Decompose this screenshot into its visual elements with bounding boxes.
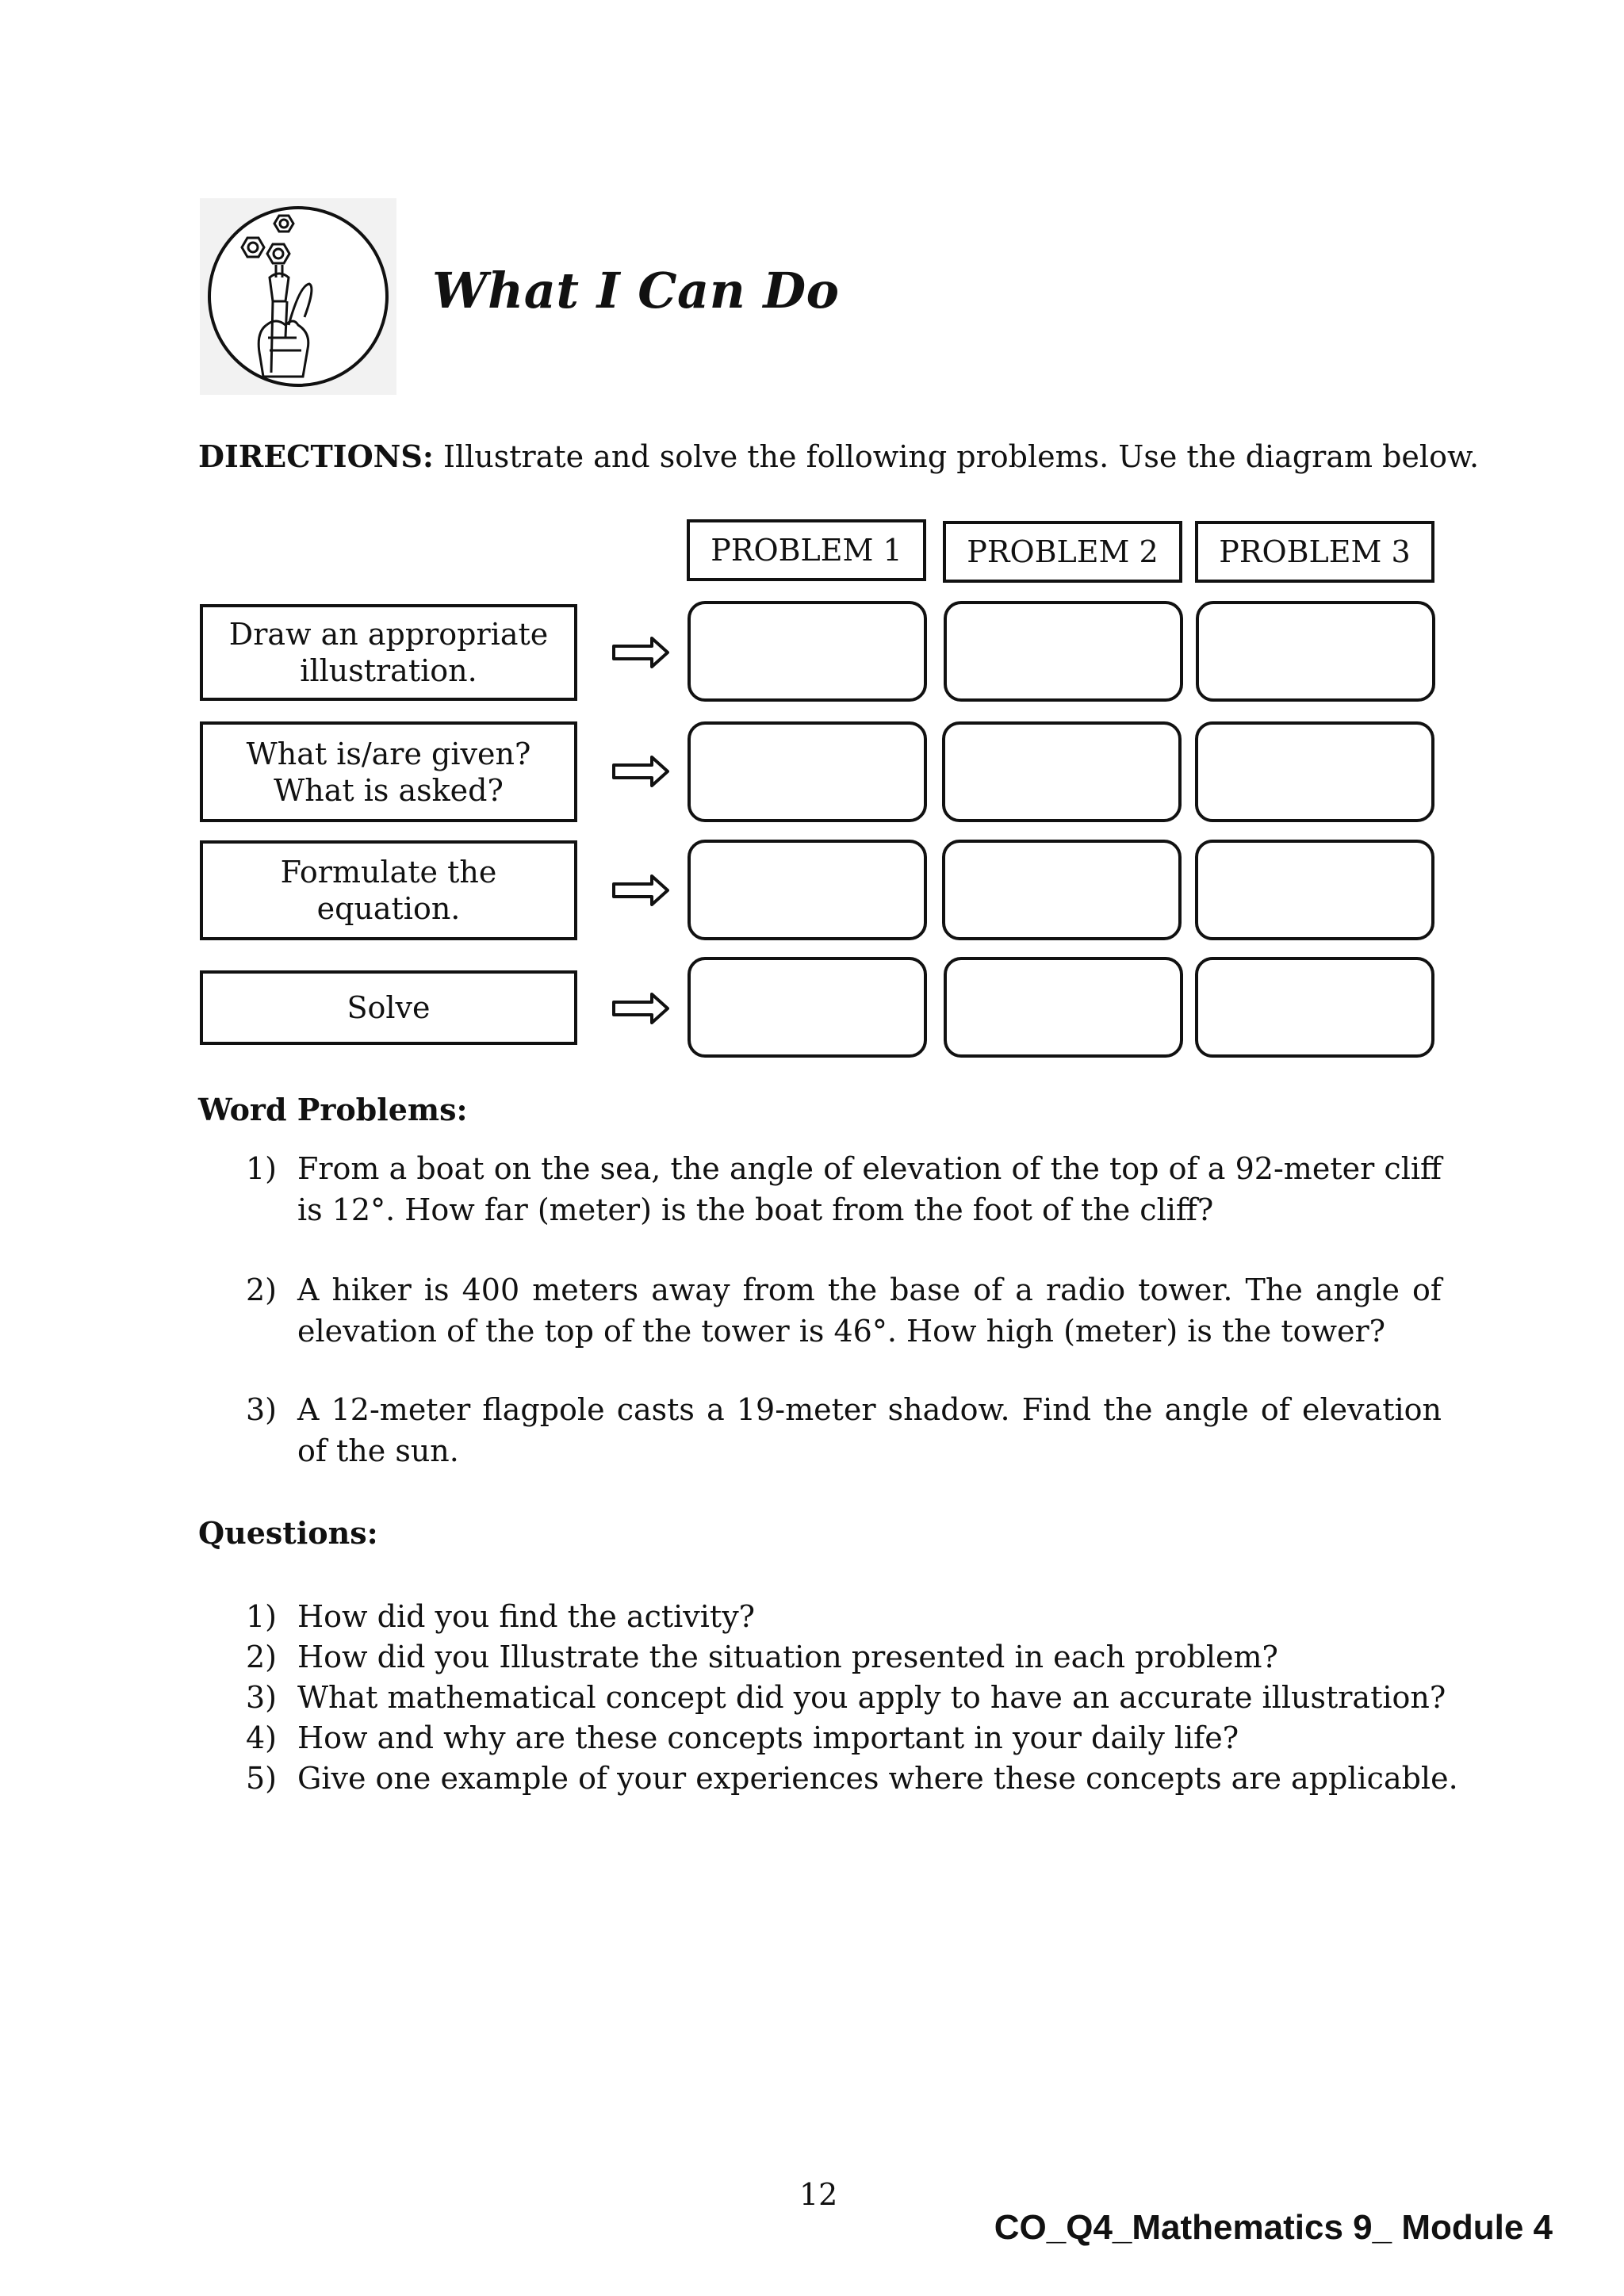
question-text: How did you find the activity? [297, 1599, 756, 1634]
question-number: 3) [246, 1680, 278, 1715]
word-problem-text: From a boat on the sea, the angle of elevation of the top of a 92-meter cliff is 12°. How far (meter) is the boat from the foot of the cliff? [297, 1151, 1442, 1227]
answer-cell[interactable] [942, 840, 1182, 940]
word-problems-heading: Word Problems: [198, 1092, 468, 1127]
directions-text: Illustrate and solve the following problems. Use the diagram below. [433, 439, 1480, 474]
answer-cell[interactable] [688, 957, 927, 1058]
question-text: Give one example of your experiences where these concepts are applicable. [297, 1761, 1458, 1796]
question-text: How did you Illustrate the situation presented in each problem? [297, 1640, 1278, 1674]
section-title: What I Can Do [432, 262, 840, 320]
answer-cell[interactable] [1196, 601, 1435, 702]
questions-heading: Questions: [198, 1515, 378, 1551]
answer-cell[interactable] [944, 601, 1183, 702]
question-number: 4) [246, 1720, 278, 1755]
word-problem [246, 1148, 1442, 1230]
word-problem-number: 2) [246, 1272, 278, 1307]
right-arrow-icon [612, 874, 669, 906]
step-solve: Solve [200, 970, 577, 1045]
answer-cell[interactable] [688, 601, 927, 702]
word-problem-text: A 12-meter flagpole casts a 19-meter shadow. Find the angle of elevation of the sun. [297, 1392, 1442, 1468]
answer-cell[interactable] [688, 721, 927, 822]
answer-cell[interactable] [688, 840, 927, 940]
questions-list [246, 1597, 1515, 1799]
right-arrow-icon [612, 993, 669, 1024]
answer-cell[interactable] [1195, 957, 1434, 1058]
question-item [246, 1597, 1515, 1637]
right-arrow-icon [612, 756, 669, 787]
question-item [246, 1678, 1515, 1718]
question-item [246, 1637, 1515, 1678]
directions-label: DIRECTIONS: [198, 438, 434, 474]
answer-cell[interactable] [1195, 840, 1434, 940]
right-arrow-icon [612, 637, 669, 668]
answer-cell[interactable] [1195, 721, 1434, 822]
question-text: How and why are these concepts important in your daily life? [297, 1720, 1239, 1755]
question-text: What mathematical concept did you apply to have an accurate illustration? [297, 1680, 1446, 1715]
question-item [246, 1758, 1515, 1799]
question-number: 5) [246, 1761, 278, 1796]
step-illustration: Draw an appropriate illustration. [200, 604, 577, 701]
column-header-problem-2: PROBLEM 2 [943, 521, 1182, 583]
word-problem-number: 3) [246, 1392, 278, 1427]
word-problem-number: 1) [246, 1151, 278, 1186]
word-problem [246, 1269, 1442, 1352]
column-header-problem-3: PROBLEM 3 [1195, 521, 1434, 583]
diagram [0, 0, 1624, 1070]
question-number: 1) [246, 1599, 278, 1634]
word-problem-text: A hiker is 400 meters away from the base of a radio tower. The angle of elevation of the top of the tower is 46°. How high (meter) is the tower? [297, 1272, 1442, 1349]
step-given-asked: What is/are given? What is asked? [200, 721, 577, 822]
module-footer: CO_Q4_Mathematics 9_ Module 4 [994, 2208, 1553, 2247]
word-problem [246, 1389, 1442, 1471]
answer-cell[interactable] [944, 957, 1183, 1058]
answer-cell[interactable] [942, 721, 1182, 822]
question-number: 2) [246, 1640, 278, 1674]
step-formulate: Formulate the equation. [200, 840, 577, 940]
column-header-problem-1: PROBLEM 1 [687, 519, 926, 581]
page-number: 12 [799, 2177, 838, 2212]
question-item [246, 1718, 1515, 1758]
